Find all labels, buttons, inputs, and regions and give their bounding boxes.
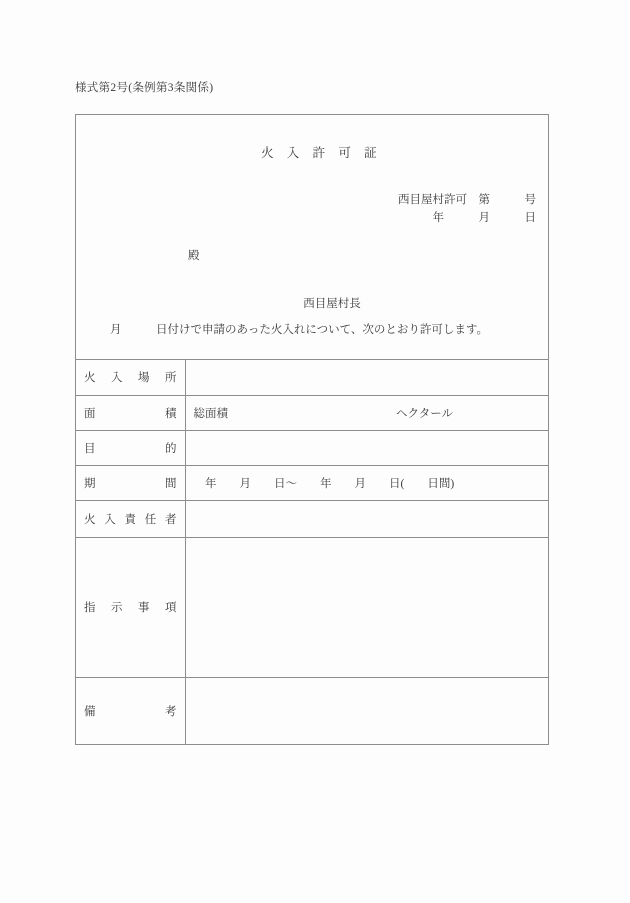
label-char: 示 bbox=[111, 602, 123, 614]
label-text bbox=[84, 405, 177, 421]
label-char: 場 bbox=[138, 372, 150, 385]
label-char: 積 bbox=[165, 407, 177, 420]
row-label-period bbox=[76, 465, 185, 500]
label-char: 任 bbox=[144, 513, 157, 526]
label-char: 責 bbox=[124, 513, 136, 526]
label-char: 期 bbox=[84, 477, 96, 490]
row-label-burn-location bbox=[76, 360, 185, 395]
row-label-area bbox=[76, 395, 185, 430]
label-char: 目 bbox=[84, 442, 96, 455]
label-char: 者 bbox=[165, 513, 177, 526]
permit-details-table bbox=[76, 360, 548, 745]
area-unit-label: ヘクタール bbox=[396, 407, 454, 420]
row-value-burn-location[interactable] bbox=[185, 360, 548, 395]
row-label-remarks bbox=[76, 677, 185, 745]
permit-meta-block bbox=[398, 191, 536, 227]
table-row bbox=[76, 360, 548, 395]
document-title: 火 入 許 可 証 bbox=[260, 146, 378, 160]
label-char: 考 bbox=[165, 706, 177, 719]
label-char: 間 bbox=[165, 477, 177, 490]
label-char: 指 bbox=[84, 602, 96, 614]
label-text bbox=[84, 475, 177, 491]
table-row bbox=[76, 677, 548, 745]
row-value-area[interactable] bbox=[185, 395, 548, 430]
label-text bbox=[84, 369, 177, 385]
label-char: 項 bbox=[165, 602, 177, 614]
row-value-purpose[interactable] bbox=[185, 430, 548, 465]
document-header-region bbox=[76, 115, 548, 360]
label-char: 所 bbox=[165, 372, 177, 385]
label-char: 事 bbox=[138, 602, 150, 614]
cell-value: 年 月 日〜 年 月 日( 日間) bbox=[193, 477, 455, 490]
permit-date-line: 年 月 日 bbox=[432, 212, 536, 224]
label-char: 面 bbox=[84, 407, 96, 420]
label-text bbox=[84, 511, 177, 527]
row-label-instructions bbox=[76, 537, 185, 677]
row-value-period[interactable] bbox=[185, 465, 548, 500]
row-value-instructions[interactable] bbox=[185, 537, 548, 677]
label-text bbox=[84, 440, 177, 456]
label-char: 備 bbox=[84, 706, 96, 719]
addressee-honorific: 殿 bbox=[188, 250, 200, 262]
row-label-purpose bbox=[76, 430, 185, 465]
label-text bbox=[84, 599, 177, 615]
cell-value bbox=[186, 405, 549, 421]
label-char: 的 bbox=[165, 442, 177, 455]
table-row bbox=[76, 500, 548, 537]
issuer-name: 西目屋村長 bbox=[303, 298, 361, 310]
row-value-remarks[interactable] bbox=[185, 677, 548, 745]
table-row bbox=[76, 537, 548, 677]
label-char: 火 bbox=[84, 372, 96, 385]
form-number-label: 様式第2号(条例第3条関係) bbox=[75, 82, 214, 94]
permit-number-line: 西目屋村許可 第 号 bbox=[398, 194, 536, 206]
table-row bbox=[76, 395, 548, 430]
label-char: 火 bbox=[84, 513, 96, 526]
label-char: 入 bbox=[111, 372, 123, 385]
table-row bbox=[76, 465, 548, 500]
row-value-responsible-person[interactable] bbox=[185, 500, 548, 537]
table-row bbox=[76, 430, 548, 465]
label-char: 入 bbox=[104, 513, 116, 526]
label-text bbox=[84, 703, 177, 719]
permit-body-sentence: 月 日付けで申請のあった火入れについて、次のとおり許可します。 bbox=[110, 324, 489, 336]
row-label-responsible-person bbox=[76, 500, 185, 537]
total-area-label: 総面積 bbox=[193, 407, 228, 420]
permit-document-box bbox=[75, 114, 549, 745]
